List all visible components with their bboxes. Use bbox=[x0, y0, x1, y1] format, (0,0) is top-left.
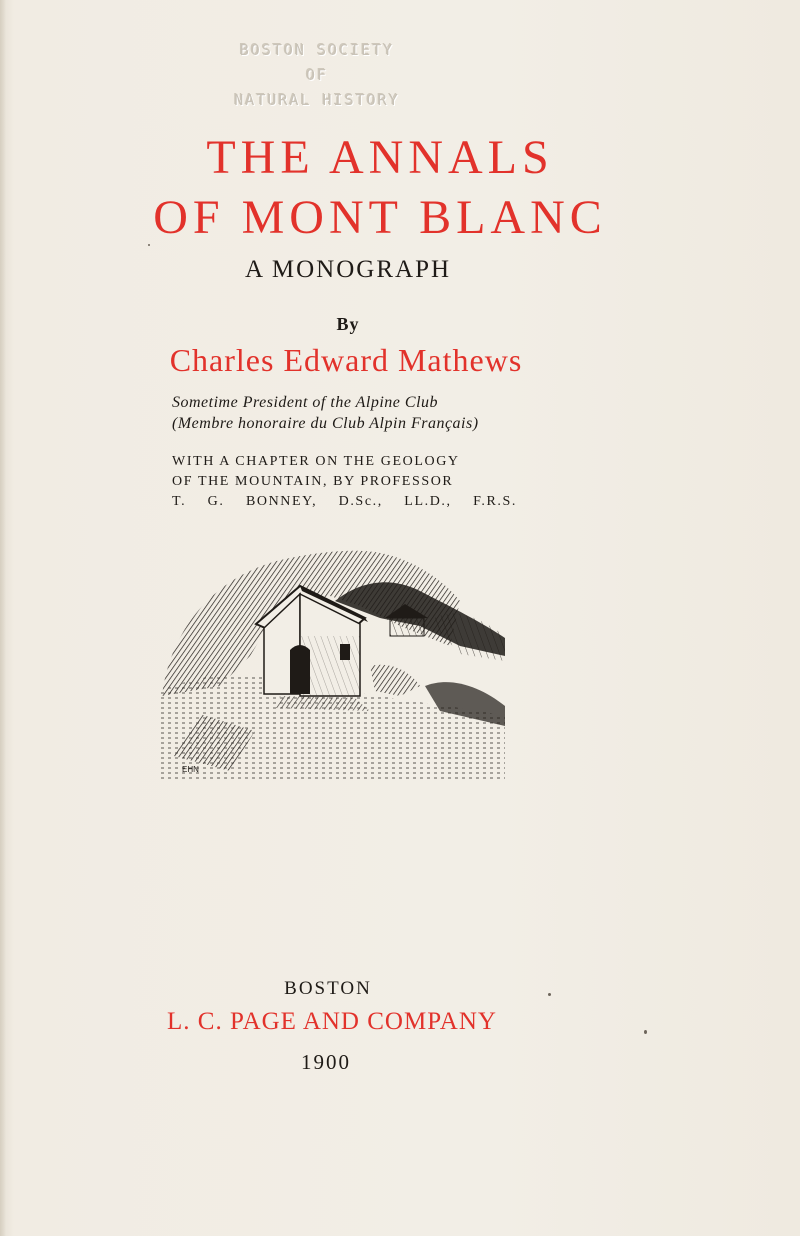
geology-word: G. bbox=[207, 494, 225, 509]
author-name: Charles Edward Mathews bbox=[169, 342, 523, 378]
imprint-publisher: L. C. PAGE AND COMPANY bbox=[167, 1008, 497, 1035]
paper-speck bbox=[644, 1030, 647, 1034]
geology-chapter-note bbox=[172, 452, 517, 512]
author-credentials bbox=[172, 392, 532, 434]
stamp-line-1: BOSTON SOCIETY bbox=[239, 41, 395, 59]
subtitle: A MONOGRAPH bbox=[244, 256, 452, 283]
by-line: By bbox=[336, 314, 360, 334]
chalet-door bbox=[290, 645, 310, 694]
title-line-2: OF MONT BLANC bbox=[153, 191, 607, 244]
paper-speck bbox=[148, 244, 150, 246]
geology-line-2: OF THE MOUNTAIN, BY PROFESSOR bbox=[172, 474, 454, 489]
chalet-window bbox=[340, 644, 350, 660]
geology-word: F.R.S. bbox=[473, 494, 517, 509]
geology-word: BONNEY, bbox=[245, 494, 318, 509]
rocks bbox=[370, 665, 420, 696]
credentials-line-2: (Membre honoraire du Club Alpin Français) bbox=[172, 415, 479, 432]
geology-word: T. bbox=[172, 494, 187, 509]
hut-wall bbox=[390, 618, 424, 636]
credentials-line-1: Sometime President of the Alpine Club bbox=[172, 394, 439, 411]
geology-word: LL.D., bbox=[404, 494, 452, 509]
geology-line-1: WITH A CHAPTER ON THE GEOLOGY bbox=[172, 454, 460, 469]
title-line-1: THE ANNALS bbox=[206, 131, 554, 184]
library-stamp bbox=[212, 38, 422, 113]
paper-speck bbox=[548, 993, 551, 996]
engraver-signature: EHN bbox=[182, 765, 199, 774]
imprint-place: BOSTON bbox=[284, 978, 372, 999]
stamp-line-3: NATURAL HISTORY bbox=[234, 91, 400, 109]
imprint-year: 1900 bbox=[301, 1050, 351, 1074]
stamp-line-2: OF bbox=[305, 66, 329, 84]
geology-word: D.Sc., bbox=[338, 494, 383, 509]
book-title bbox=[0, 128, 760, 248]
chalet-engraving bbox=[160, 546, 510, 782]
geology-line-3 bbox=[172, 492, 517, 512]
